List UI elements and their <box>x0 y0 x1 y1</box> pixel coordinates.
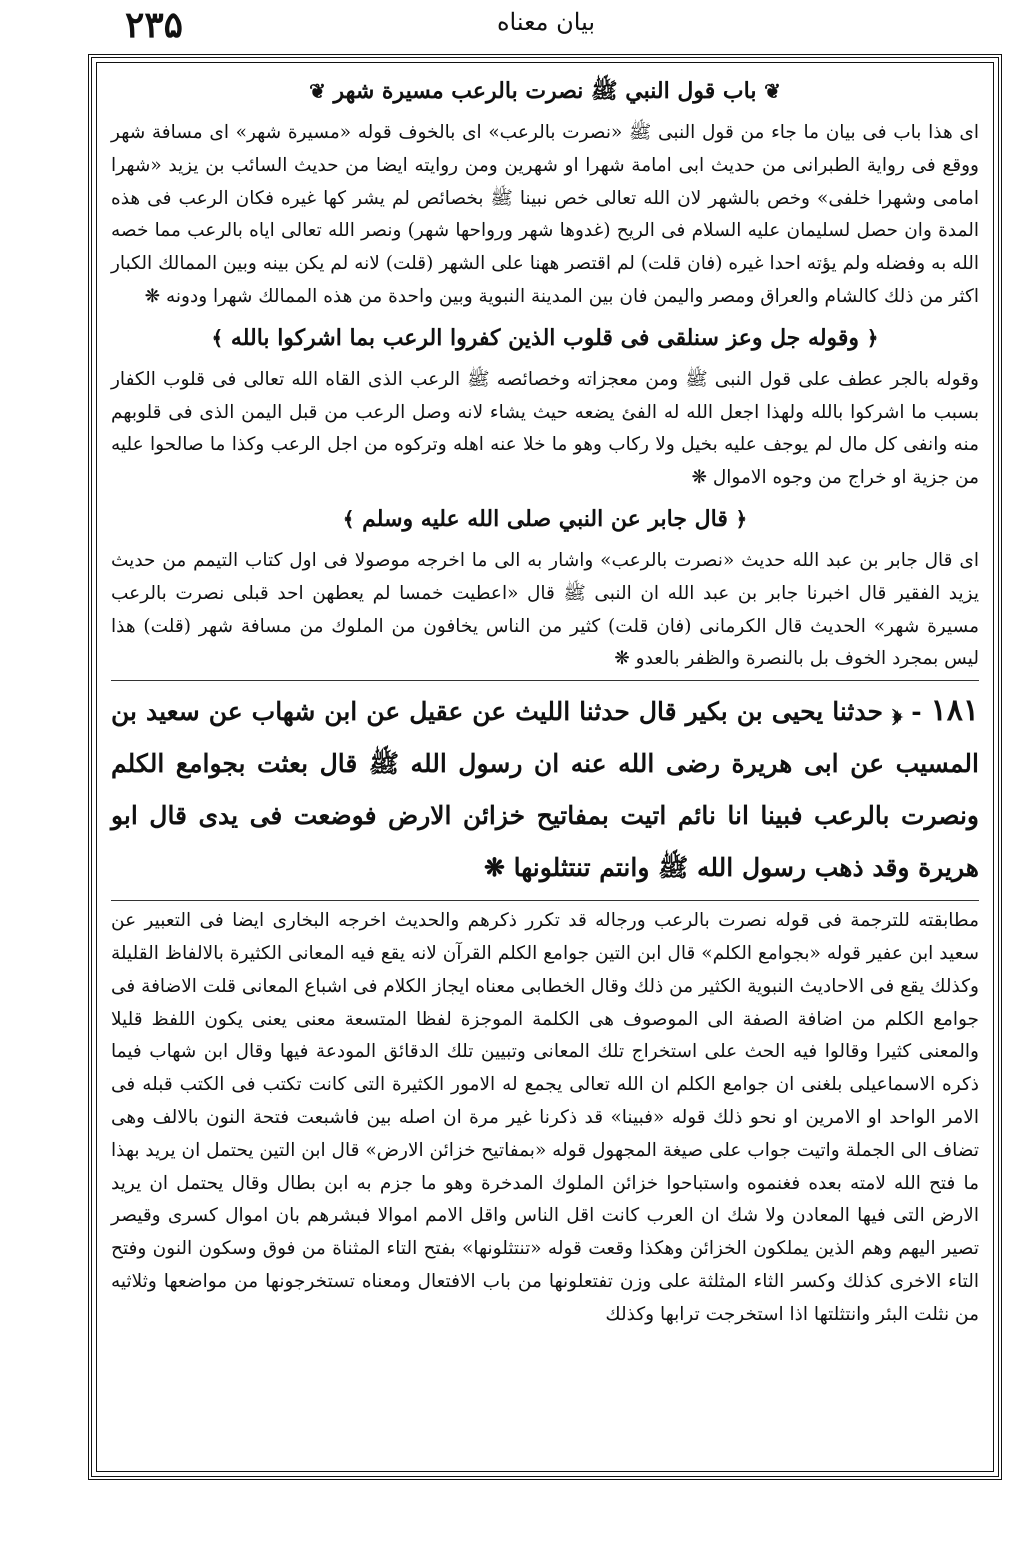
divider <box>111 680 979 681</box>
bracket-icon: ﴾ <box>211 325 224 350</box>
verse-heading <box>111 318 979 358</box>
bracket-icon: ﴿ <box>866 325 879 350</box>
page-number: ۲۳۵ <box>125 4 184 46</box>
ornament-icon: ❦ <box>309 79 326 103</box>
hadith-number: ۱۸۱ <box>930 693 979 729</box>
commentary-paragraph: اى قال جابر بن عبد الله حديث «نصرت بالرعب» واشار به الى ما اخرجه موصولا فى اول كتاب التيمم من حديث يزيد الفقير قال اخبرنا جابر بن عبد الله ان النبى ﷺ قال «اعطيت خمسا لم يعطهن احد قبلى نصرت بالرعب مسيرة شهر» الحديث قال الكرمانى (فان قلت) كثير من الناس يخافون من الملوك من مسافة شهر (قلت) هذا ليس بمجرد الخوف بل بالنصرة والظفر بالعدو ❋ <box>111 549 979 670</box>
narration-heading-text: قال جابر عن النبي صلى الله عليه وسلم <box>362 505 728 532</box>
divider <box>111 900 979 901</box>
bracket-icon: ﴾ <box>342 506 355 531</box>
commentary-paragraph: مطابقته للترجمة فى قوله نصرت بالرعب ورجاله قد تكرر ذكرهم والحديث اخرجه البخارى ايضا فى التعبير عن سعيد ابن عفير قوله «بجوامع الكلم» قال ابن التين جوامع الكلم القرآن لانه يقع فيه المعانى الكثيرة بالالفاظ القليلة وكذلك يقع فى الاحاديث النبوية الكثير من ذلك وقال الخطابى معناه ايجاز الكلام فى اشباع المعانى قلت الاضافة فى جوامع الكلم من اضافة الصفة الى الموصوف هى الكلمة الموجزة لفظا المتسعة معنى يعنى يكون اللفظ قليلا والمعنى كثيرا وقالوا فيه الحث على استخراج تلك المعانى وتبيين تلك الدقائق المودعة فيها وقال ابن شهاب فيما ذكره الاسماعيلى بلغنى ان جوامع الكلم ان الله تعالى يجمع له الامور الكثيرة التى كانت تكتب فى الكتب قبله فى الامر الواحد او الامرين او نحو ذلك قوله «فبينا» قد ذكرنا غير مرة ان اصله بين فاشبعت فتحة النون بالالف وهى تضاف الى الجملة واتيت جواب على صيغة المجهول قوله «بمفاتيح خزائن الارض» قال ابن التين يحتمل ان يريد بهذا ما فتح الله لامته بعده فغنموه واستباحوا خزائن الملوك المدخرة وهو ما جزم به ابن بطال وقال يحتمل ان يريد الارض التى فيها المعادن ولا شك ان العرب كانت اقل الناس واقل الامم اموالا فبشرهم بان اموال كسرى وقيصر تصير اليهم وهم الذين يملكون الخزائن وهكذا وقعت قوله «تنتثلونها» بفتح التاء المثناة من فوق وسكون النون وفتح التاء الاخرى كذلك وكسر الثاء المثلثة على وزن تفتعلونها من باب الافتعال ومعناه تستخرجونها من مواضعها وثلاثيه من نثلت البئر وانتثلتها اذا استخرجت ترابها وكذلك <box>111 910 979 1325</box>
ornament-icon: ❦ <box>764 79 781 103</box>
chapter-heading <box>111 71 979 111</box>
hadith-text <box>111 685 979 894</box>
hadith-separator: - ﴿ <box>882 697 922 727</box>
commentary-paragraph: اى هذا باب فى بيان ما جاء من قول النبى ﷺ «نصرت بالرعب» اى بالخوف قوله «مسيرة شهر» اى مسافة شهر ووقع فى رواية الطبرانى من حديث ابى امامة شهرا او شهرين ومن روايته ايضا من حديث السائب بن يزيد «شهرا امامى وشهرا خلفى» وخص بالشهر لان الله تعالى خص نبينا ﷺ بخصائص لم يشر كها غيره فكان الرعب فى هذه المدة وان حصل لسليمان عليه السلام فى الريح (غدوها شهر ورواحها شهر) ونصر الله تعالى اياه بالرعب مما خصه الله به وفضله ولم يؤته احدا غيره (فان قلت) لم اقتصر ههنا على الشهر (قلت) لانه لم يكن بينه وبين الممالك الكبار اكثر من ذلك كالشام والعراق ومصر واليمن فان بين المدينة النبوية وبين واحدة من هذه الممالك شهرا ودونه ❋ <box>111 122 979 307</box>
narration-heading <box>111 499 979 539</box>
chapter-heading-text: باب قول النبي ﷺ نصرت بالرعب مسيرة شهر <box>333 78 757 104</box>
hadith-body: حدثنا يحيى بن بكير قال حدثنا الليث عن عقيل عن ابن شهاب عن سعيد بن المسيب عن ابى هريرة رضى الله عنه ان رسول الله ﷺ قال بعثت بجوامع الكلم ونصرت بالرعب فبينا انا نائم اتيت بمفاتيح خزائن الارض فوضعت فى يدى قال ابو هريرة وقد ذهب رسول الله ﷺ وانتم تنتثلونها ❋ <box>111 697 979 883</box>
page-body <box>96 62 994 1472</box>
commentary-paragraph: وقوله بالجر عطف على قول النبى ﷺ ومن معجزاته وخصائصه ﷺ الرعب الذى القاه الله تعالى فى قلوب الكفار بسبب ما اشركوا بالله ولهذا اجعل الله له الفئ يضعه حيث يشاء لانه وصل الرعب من قبل اليمن الذى فى قلوبهم منه وانفى كل مال لم يوجف عليه بخيل ولا ركاب وهو ما خلا عنه اهله وتركوه من اجل الرعب وكذا ما صالحوا عليه من جزية او خراج من وجوه الاموال ❋ <box>111 368 979 489</box>
running-title: بیان معناه <box>496 8 596 36</box>
verse-heading-text: وقوله جل وعز سنلقى فى قلوب الذين كفروا الرعب بما اشركوا بالله <box>230 324 860 351</box>
page-header <box>95 6 997 52</box>
bracket-icon: ﴿ <box>735 506 748 531</box>
